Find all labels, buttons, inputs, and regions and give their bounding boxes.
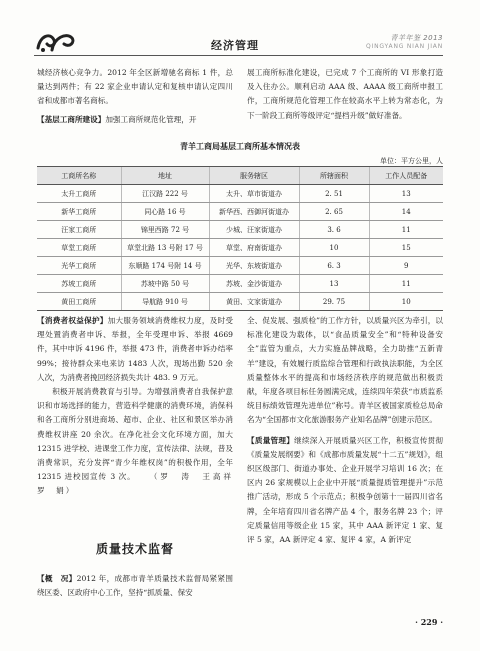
cell: 新华西、西御河街道办: [209, 203, 299, 221]
cell: 15: [369, 239, 443, 257]
header-name: 工商所名称: [37, 167, 121, 185]
cell: 光华、东坡街道办: [209, 257, 299, 275]
consumer-education-text: 积极开展消费教育与引导。为增强消费者自我保护意识和市场选择的能力，营造科学健康的消费环境，消保科和各工商所分别进商场、超市、企业、社区和景区举办消费维权讲座 20 余次。在净化社会文化环境方面，加大 12315 进学校、进课堂工作力度，宣传法律、法规，普及消费常识，充分发挥“青少年维权岗”的积极作用，全年 12315 进校园宣传 3 次。: [37, 387, 233, 482]
top-left-paragraph: 城经济核心竞争力。2012 年全区新增驰名商标 1 件，总量达到两件；有 22 家企业申请认定和复核申请认定四川省和成都市著名商标。: [37, 68, 233, 106]
table-header-row: [37, 167, 443, 185]
cell: 29. 75: [299, 293, 369, 311]
cell: 导航路 910 号: [121, 293, 209, 311]
cell: 13: [299, 275, 369, 293]
cell: 锦里西路 72 号: [121, 221, 209, 239]
cell: 6. 3: [299, 257, 369, 275]
quality-management-text: 继续深入开展质量兴区工作，积极宣传贯彻《质量发展纲要》和《成都市质量发展“十二五”规划》，组织区级部门、街道办事处、企业开展学习培训 16 次；在区内 26 家规模以上企业中开展“质量提质管理提升”示范推广活动，形成 5 个示范点；积极争创第十一届四川省名牌，全年培育四川省名牌产品 4 个，服务名牌 23 个；评定质量信用等级企业 15 家，其中 AAA 新评定 1 家、复评 5 家，AA 新评定 4 家、复评 4 家，A 新评定: [247, 435, 444, 545]
header-section-title: 经济管理: [211, 39, 259, 52]
header-rule: [34, 55, 443, 56]
table-row: [37, 185, 443, 203]
author-signature: （罗 涛 王高祥 罗 娟）: [37, 472, 243, 496]
consumer-rights-text: 加大服务领域消费维权力度，及时受理处置消费者申诉、举报，全年受理申诉、举报 4669 件，其中申诉 4196 件，举报 473 件，消费者申诉办结率 99%；接待群众来电来访 1483 人次，现场出勤 520 余人次，为消费者挽回经济损失共计 483. 9 万元。: [37, 316, 234, 382]
offices-table: [37, 166, 443, 311]
table-unit: 单位：平方公里，人: [380, 157, 443, 165]
cell: 10: [299, 239, 369, 257]
consumer-rights-paragraph: [37, 314, 233, 385]
quality-management-tag: 【质量管理】: [247, 435, 295, 445]
section-heading: 质量技术监督: [95, 542, 174, 556]
overview-tag: 【概 况】: [37, 574, 77, 583]
cell: 汪家工商所: [37, 221, 121, 239]
cell: 14: [369, 203, 443, 221]
cell: 2. 65: [299, 203, 369, 221]
cell: 苏坡、金沙街道办: [209, 275, 299, 293]
top-right-column: [247, 66, 443, 123]
cell: 少城、汪家街道办: [209, 221, 299, 239]
cell: 江汉路 222 号: [121, 185, 209, 203]
page-number: · 229 ·: [415, 617, 443, 627]
cell: 13: [369, 185, 443, 203]
table-row: [37, 257, 443, 275]
cell: 9: [369, 257, 443, 275]
bottom-left-column: [37, 314, 243, 499]
cell: 草堂工商所: [37, 239, 121, 257]
cell: 黄田工商所: [37, 293, 121, 311]
yearbook-title: 青羊年鉴 2013: [390, 34, 443, 42]
bottom-right-column: [247, 314, 443, 547]
top-left-column: [37, 66, 233, 127]
header-area-served: 服务辖区: [209, 167, 299, 185]
cell: 10: [369, 293, 443, 311]
consumer-rights-tag: 【消费者权益保护】: [37, 316, 108, 325]
overview-paragraph: [37, 572, 233, 600]
grassroots-paragraph: [37, 113, 233, 127]
grassroots-tag: 【基层工商所建设】: [37, 114, 106, 124]
quality-policy-paragraph: 全、促发展、强质检”的工作方针，以质量兴区为牵引，以标准化建设为载体，以“食品质量安全”和“特种设备安全”监管为重点，大力实施品牌战略，全力助推“五新青羊”建设，有效履行质监综合管理和行政执法职能，为全区质量整体水平的提高和市场经济秩序的规范做出积极贡献，年度各项目标任务圆满完成，连续四年荣获“市质监系统目标绩效管理先进单位”称号。青羊区被国家质检总局命名为“全国都市文化旅游服务产业知名品牌”创建示范区。: [247, 316, 443, 425]
consumer-education-paragraph: [37, 385, 243, 499]
cell: 11: [369, 275, 443, 293]
top-right-paragraph: 展工商所标准化建设，已完成 7 个工商所的 VI 形象打造及入住办公。顺利启动 AAA 级、AAAA 级工商所申报工作，工商所规范化管理工作在较高水平上转为常态化，为下一阶段工商所等级评定“提档升级”做好准备。: [247, 68, 443, 120]
table-row: [37, 221, 443, 239]
cell: 3. 6: [299, 221, 369, 239]
cell: 草堂、府南街道办: [209, 239, 299, 257]
header-address: 地址: [121, 167, 209, 185]
grassroots-text: 加强工商所规范化管理，开: [105, 114, 197, 124]
table-row: [37, 203, 443, 221]
table-row: [37, 275, 443, 293]
table-row: [37, 239, 443, 257]
overview-block: [37, 572, 233, 600]
yearbook-title-en: QINGYANG NIAN JIAN: [366, 43, 443, 50]
table-row: [37, 293, 443, 311]
cell: 11: [369, 221, 443, 239]
table-title: 青羊工商局基层工商所基本情况表: [180, 141, 300, 151]
header-staff: 工作人员配备: [369, 167, 443, 185]
swirl-logo-icon: [34, 28, 76, 54]
quality-management-paragraph: [247, 434, 443, 548]
cell: 草堂北路 13 号附 17 号: [121, 239, 209, 257]
cell: 黄田、文家街道办: [209, 293, 299, 311]
cell: 太升、草市街道办: [209, 185, 299, 203]
cell: 苏坡工商所: [37, 275, 121, 293]
overview-text: 2012 年，成都市青羊质量技术监督局紧紧围绕区委、区政府中心工作，坚持“抓质量、保安: [37, 574, 233, 598]
cell: 东顺路 174 号附 14 号: [121, 257, 209, 275]
header-size: 所辖面积: [299, 167, 369, 185]
cell: 苏坡中路 50 号: [121, 275, 209, 293]
cell: 同心路 16 号: [121, 203, 209, 221]
cell: 太升工商所: [37, 185, 121, 203]
cell: 光华工商所: [37, 257, 121, 275]
cell: 2. 51: [299, 185, 369, 203]
cell: 新华工商所: [37, 203, 121, 221]
